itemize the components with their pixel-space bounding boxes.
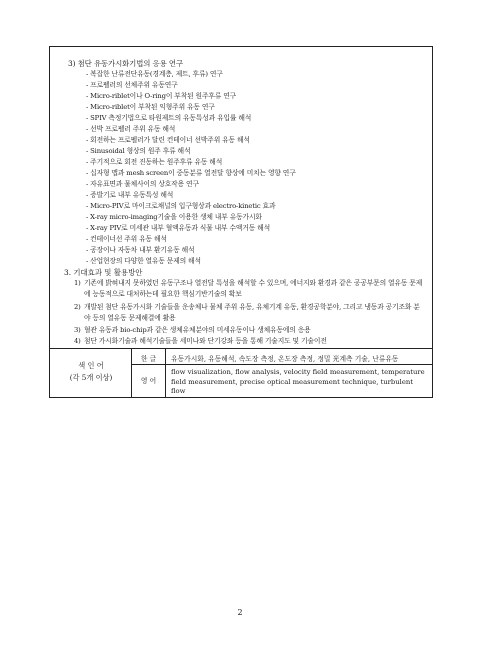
english-label: 영 어	[140, 377, 157, 385]
page-number: 2	[237, 608, 243, 617]
list-item: - 프로펠러의 선체주위 유동연구	[86, 79, 178, 89]
english-keywords-cell	[166, 365, 432, 397]
keyword-label-note: (각 5개 이상)	[69, 373, 113, 382]
expectation-title: 3. 기대효과 및 활용방안	[64, 268, 143, 277]
expectation-paragraph	[74, 325, 424, 336]
list-item: - 자유표면과 물체사이의 상호작용 연구	[86, 178, 199, 188]
english-label-cell	[132, 365, 166, 397]
list-item: - 증발기로 내부 유동특성 해석	[86, 189, 173, 199]
list-item: - X-ray PIV로 미세관 내부 혈액유동과 식물 내부 수액거동 해석	[86, 222, 270, 232]
paragraph-text: 기존에 밝혀내지 못하였던 유동구조나 열전달 특성을 해석할 수 있으며, 에너지와 환경과 같은 공공부문의 열유동 문제에 능동적으로 대처하는데 필요한 핵심기반기술의 확보	[84, 279, 423, 298]
list-item: - Micro-riblet이 부착된 익형주위 유동 연구	[86, 101, 215, 111]
list-item: - 산업현장의 다양한 열유동 문제의 해석	[86, 255, 201, 265]
paragraph-number: 3)	[74, 326, 81, 334]
paragraph-text: 첨단 가시화기술과 해석기술들을 세미나와 단기강좌 등을 통해 기술지도 및 기술이전	[84, 337, 327, 345]
paragraph-number: 4)	[74, 337, 81, 345]
list-item: - X-ray micro-imaging기술을 이용한 생체 내부 유동가시화	[86, 211, 262, 221]
list-item: - 회전하는 프로펠러가 달린 컨테이너 선박주위 유동 해석	[86, 134, 250, 144]
paragraph-number: 2)	[74, 303, 81, 311]
expectation-paragraph	[74, 336, 424, 347]
english-keywords: flow visualization, flow analysis, velocity field measurement, temperature field measurement, precise optical measurement technique, turbulent flow	[171, 368, 425, 395]
list-item: - Micro-riblet이나 O-ring이 부착된 원주후류 연구	[86, 90, 236, 100]
paragraph-text: 혈관 유동과 bio-chip과 같은 생체유체분야의 미세유동이나 생체유동에의 응용	[84, 326, 311, 334]
korean-keywords: 유동가시화, 유동해석, 속도장 측정, 온도장 측정, 정밀 光계측 기술, 난류유동	[171, 355, 399, 363]
keyword-label: 색 인 어	[78, 361, 104, 370]
expectation-paragraph	[74, 278, 424, 299]
keyword-table	[49, 349, 433, 398]
list-item: - SPIV 측정기법으로 타원제트의 유동특성과 유입률 해석	[86, 112, 251, 122]
keyword-label-cell	[50, 349, 132, 397]
list-item: - 십자형 맵과 mesh screen이 중동분류 열전달 향상에 미치는 영향 연구	[86, 167, 296, 177]
list-item: - Sinusoidal 형상의 원주 후류 해석	[86, 145, 190, 155]
paragraph-text: 개발된 첨단 유동가시화 기술들을 운송체나 물체 주위 유동, 유체기계 유동, 환경공학분야, 그리고 냉동과 공기조화 분야 등의 열유동 문제해결에 활용	[84, 303, 420, 322]
list-item: - 주기적으로 회전 진동하는 원주후류 유동 해석	[86, 156, 222, 166]
list-item: - 선박 프로펠러 주위 유동 해석	[86, 123, 175, 133]
korean-label: 한 글	[140, 355, 157, 363]
section-title: 3) 첨단 유동가시화기법의 응용 연구	[68, 59, 183, 68]
paragraph-number: 1)	[74, 279, 81, 287]
list-item: - Micro-PIV로 마이크로채널의 입구형상과 electro-kinetic 효과	[86, 200, 275, 210]
korean-keywords-cell	[166, 349, 432, 365]
expectation-paragraph	[74, 302, 424, 323]
korean-label-cell	[132, 349, 166, 365]
list-item: - 공장이나 자동차 내부 환기유동 해석	[86, 244, 194, 254]
list-item: - 복잡한 난류전단유동(경계층, 제트, 후류) 연구	[86, 68, 223, 78]
list-item: - 컨테이너선 주위 유동 해석	[86, 233, 167, 243]
